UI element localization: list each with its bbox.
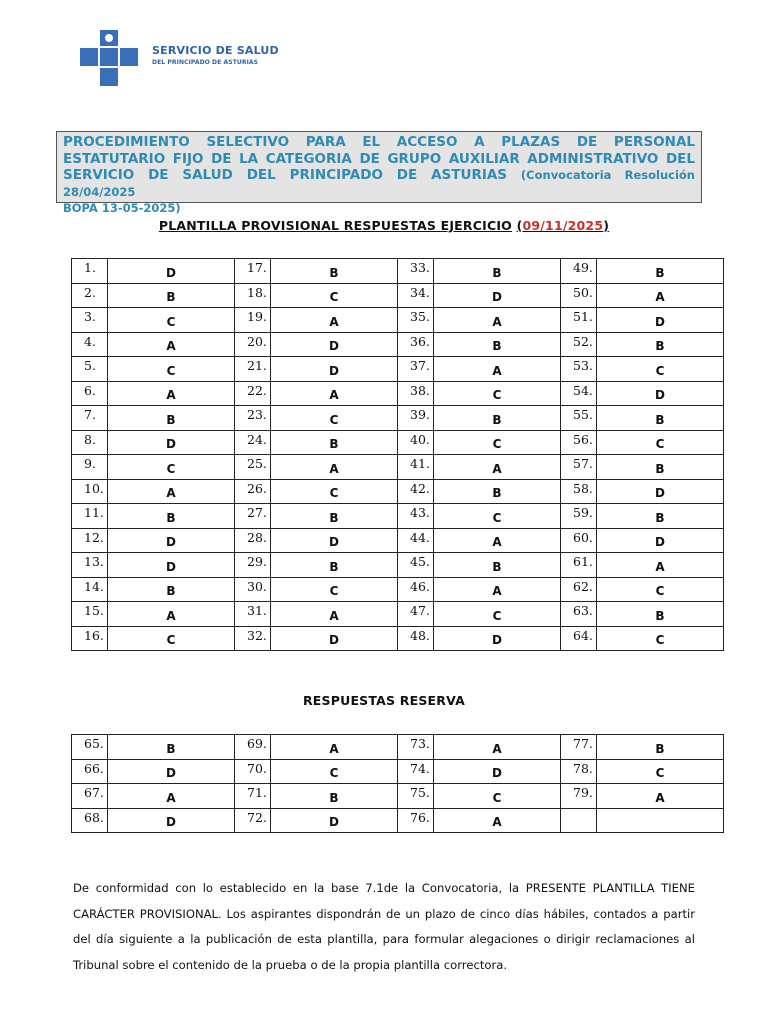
question-number: 9. bbox=[72, 455, 108, 480]
exam-date: 09/11/2025 bbox=[522, 218, 604, 233]
question-number: 37. bbox=[398, 357, 434, 382]
question-number: 26. bbox=[235, 479, 271, 504]
answer-letter: B bbox=[434, 259, 561, 284]
answer-letter: A bbox=[108, 479, 235, 504]
question-number: 38. bbox=[398, 381, 434, 406]
question-number: 15. bbox=[72, 602, 108, 627]
answer-letter: A bbox=[271, 381, 398, 406]
question-number: 10. bbox=[72, 479, 108, 504]
reserve-answers-table bbox=[71, 734, 724, 833]
answer-letter: B bbox=[108, 735, 235, 760]
table-row bbox=[72, 406, 724, 431]
answer-letter: C bbox=[434, 381, 561, 406]
reserve-heading: RESPUESTAS RESERVA bbox=[302, 693, 466, 708]
answer-letter: B bbox=[271, 430, 398, 455]
table-row bbox=[72, 357, 724, 382]
answer-letter: B bbox=[597, 406, 724, 431]
answer-letter: B bbox=[597, 455, 724, 480]
answer-letter: A bbox=[434, 528, 561, 553]
question-number: 53. bbox=[561, 357, 597, 382]
logo-text bbox=[152, 44, 279, 66]
question-number: 27. bbox=[235, 504, 271, 529]
answer-letter: D bbox=[108, 808, 235, 833]
question-number: 44. bbox=[398, 528, 434, 553]
answer-letter: B bbox=[597, 504, 724, 529]
table-row bbox=[72, 735, 724, 760]
question-number: 23. bbox=[235, 406, 271, 431]
answer-letter: A bbox=[597, 784, 724, 809]
question-number: 3. bbox=[72, 308, 108, 333]
table-row bbox=[72, 283, 724, 308]
logo-line2: DEL PRINCIPADO DE ASTURIAS bbox=[152, 59, 259, 66]
answer-letter: B bbox=[434, 553, 561, 578]
title-bopa: BOPA 13-05-2025) bbox=[63, 201, 181, 215]
answer-letter: A bbox=[434, 455, 561, 480]
question-number: 20. bbox=[235, 332, 271, 357]
table-row bbox=[72, 528, 724, 553]
question-number: 63. bbox=[561, 602, 597, 627]
heading-open-paren: ( bbox=[516, 218, 523, 233]
answer-letter: D bbox=[597, 479, 724, 504]
answer-letter: A bbox=[271, 455, 398, 480]
heading-text: PLANTILLA PROVISIONAL RESPUESTAS EJERCICIO bbox=[158, 218, 513, 233]
answer-letter: C bbox=[271, 283, 398, 308]
answer-letter: D bbox=[597, 528, 724, 553]
answer-letter: B bbox=[108, 577, 235, 602]
answer-letter: A bbox=[434, 735, 561, 760]
answer-letter: D bbox=[108, 759, 235, 784]
answer-letter: D bbox=[434, 626, 561, 651]
question-number: 59. bbox=[561, 504, 597, 529]
question-number: 24. bbox=[235, 430, 271, 455]
answer-letter: B bbox=[434, 406, 561, 431]
answer-letter: D bbox=[271, 808, 398, 833]
question-number: 21. bbox=[235, 357, 271, 382]
question-number: 14. bbox=[72, 577, 108, 602]
question-number: 32. bbox=[235, 626, 271, 651]
table-row bbox=[72, 759, 724, 784]
answer-letter: A bbox=[434, 808, 561, 833]
question-number: 30. bbox=[235, 577, 271, 602]
answer-letter: D bbox=[108, 553, 235, 578]
question-number bbox=[561, 808, 597, 833]
answer-letter: D bbox=[271, 332, 398, 357]
answer-letter: A bbox=[108, 602, 235, 627]
question-number: 54. bbox=[561, 381, 597, 406]
answer-letter: D bbox=[108, 259, 235, 284]
table-row bbox=[72, 626, 724, 651]
answer-letter: B bbox=[271, 259, 398, 284]
answer-letter: A bbox=[597, 283, 724, 308]
question-number: 72. bbox=[235, 808, 271, 833]
question-number: 13. bbox=[72, 553, 108, 578]
question-number: 66. bbox=[72, 759, 108, 784]
answer-letter: B bbox=[108, 504, 235, 529]
question-number: 48. bbox=[398, 626, 434, 651]
answer-letter: A bbox=[108, 784, 235, 809]
question-number: 12. bbox=[72, 528, 108, 553]
question-number: 18. bbox=[235, 283, 271, 308]
answer-letter: A bbox=[108, 332, 235, 357]
answer-letter: D bbox=[597, 308, 724, 333]
question-number: 7. bbox=[72, 406, 108, 431]
question-number: 29. bbox=[235, 553, 271, 578]
heading-close-paren: ) bbox=[603, 218, 610, 233]
question-number: 2. bbox=[72, 283, 108, 308]
answer-letter: A bbox=[434, 308, 561, 333]
table-row bbox=[72, 479, 724, 504]
answer-letter: B bbox=[271, 784, 398, 809]
answer-key-heading bbox=[0, 218, 768, 233]
question-number: 68. bbox=[72, 808, 108, 833]
provisional-notice: De conformidad con lo establecido en la base 7.1de la Convocatoria, la PRESENTE PLANTILLA TIENE CARÁCTER PROVISIONAL. Los aspirantes dispondrán de un plazo de cinco días hábiles, contados a partir del día siguiente a la publicación de esta plantilla, para formular alegaciones o dirigir reclamaciones al Tribunal sobre el contenido de la prueba o de la propia plantilla correctora. bbox=[73, 881, 695, 972]
question-number: 41. bbox=[398, 455, 434, 480]
answer-letter: C bbox=[597, 357, 724, 382]
answer-letter: A bbox=[108, 381, 235, 406]
question-number: 71. bbox=[235, 784, 271, 809]
question-number: 28. bbox=[235, 528, 271, 553]
answer-letter: B bbox=[108, 406, 235, 431]
question-number: 39. bbox=[398, 406, 434, 431]
question-number: 55. bbox=[561, 406, 597, 431]
answer-letter bbox=[597, 808, 724, 833]
answer-letter: C bbox=[434, 602, 561, 627]
question-number: 62. bbox=[561, 577, 597, 602]
answer-letter: C bbox=[597, 430, 724, 455]
question-number: 60. bbox=[561, 528, 597, 553]
logo-line1: SERVICIO DE SALUD bbox=[152, 44, 279, 57]
title-box bbox=[56, 131, 702, 215]
question-number: 25. bbox=[235, 455, 271, 480]
question-number: 77. bbox=[561, 735, 597, 760]
question-number: 46. bbox=[398, 577, 434, 602]
question-number: 76. bbox=[398, 808, 434, 833]
title-convocatoria: (Convocatoria Resolución 28/04/2025 bbox=[63, 168, 695, 199]
answer-letter: D bbox=[271, 357, 398, 382]
question-number: 35. bbox=[398, 308, 434, 333]
answer-letter: C bbox=[597, 626, 724, 651]
answer-letter: D bbox=[434, 283, 561, 308]
title-main-text: PROCEDIMIENTO SELECTIVO PARA EL ACCESO A PLAZAS DE PERSONAL ESTATUTARIO FIJO DE LA CATEGORIA DE GRUPO AUXILIAR ADMINISTRATIVO DEL SERVICIO DE SALUD DEL PRINCIPADO DE ASTURIAS bbox=[63, 134, 695, 183]
answer-letter: C bbox=[108, 626, 235, 651]
question-number: 64. bbox=[561, 626, 597, 651]
question-number: 31. bbox=[235, 602, 271, 627]
table-row bbox=[72, 381, 724, 406]
answer-letter: B bbox=[597, 259, 724, 284]
answer-letter: A bbox=[434, 357, 561, 382]
answer-letter: B bbox=[271, 504, 398, 529]
question-number: 40. bbox=[398, 430, 434, 455]
answer-letter: A bbox=[271, 602, 398, 627]
table-row bbox=[72, 259, 724, 284]
question-number: 67. bbox=[72, 784, 108, 809]
sespa-logo bbox=[78, 28, 279, 90]
answer-letter: C bbox=[271, 479, 398, 504]
table-row bbox=[72, 602, 724, 627]
table-row bbox=[72, 553, 724, 578]
question-number: 74. bbox=[398, 759, 434, 784]
question-number: 65. bbox=[72, 735, 108, 760]
document-title bbox=[63, 134, 695, 217]
question-number: 42. bbox=[398, 479, 434, 504]
answer-letter: C bbox=[597, 759, 724, 784]
question-number: 33. bbox=[398, 259, 434, 284]
answer-letter: D bbox=[271, 528, 398, 553]
answer-letter: B bbox=[597, 735, 724, 760]
question-number: 34. bbox=[398, 283, 434, 308]
question-number: 1. bbox=[72, 259, 108, 284]
question-number: 22. bbox=[235, 381, 271, 406]
question-number: 43. bbox=[398, 504, 434, 529]
answer-letter: A bbox=[434, 577, 561, 602]
answer-letter: B bbox=[271, 553, 398, 578]
table-row bbox=[72, 784, 724, 809]
main-answers-table bbox=[71, 258, 724, 651]
answer-letter: D bbox=[434, 759, 561, 784]
answer-letter: A bbox=[597, 553, 724, 578]
answer-letter: D bbox=[271, 626, 398, 651]
question-number: 36. bbox=[398, 332, 434, 357]
question-number: 4. bbox=[72, 332, 108, 357]
question-number: 8. bbox=[72, 430, 108, 455]
answer-letter: C bbox=[271, 759, 398, 784]
answer-letter: C bbox=[108, 308, 235, 333]
question-number: 70. bbox=[235, 759, 271, 784]
question-number: 17. bbox=[235, 259, 271, 284]
answer-letter: B bbox=[597, 602, 724, 627]
table-row bbox=[72, 504, 724, 529]
question-number: 6. bbox=[72, 381, 108, 406]
answer-letter: C bbox=[108, 455, 235, 480]
answer-letter: C bbox=[597, 577, 724, 602]
answer-letter: B bbox=[597, 332, 724, 357]
answer-letter: D bbox=[108, 430, 235, 455]
answer-letter: D bbox=[108, 528, 235, 553]
answer-letter: C bbox=[434, 784, 561, 809]
answer-letter: C bbox=[434, 504, 561, 529]
answer-letter: C bbox=[271, 577, 398, 602]
question-number: 58. bbox=[561, 479, 597, 504]
question-number: 11. bbox=[72, 504, 108, 529]
question-number: 19. bbox=[235, 308, 271, 333]
answer-letter: B bbox=[434, 479, 561, 504]
answer-letter: C bbox=[271, 406, 398, 431]
table-row bbox=[72, 332, 724, 357]
question-number: 79. bbox=[561, 784, 597, 809]
question-number: 78. bbox=[561, 759, 597, 784]
answer-letter: A bbox=[271, 735, 398, 760]
answer-letter: B bbox=[108, 283, 235, 308]
question-number: 5. bbox=[72, 357, 108, 382]
answer-letter: C bbox=[108, 357, 235, 382]
health-cross-logo-icon bbox=[78, 28, 140, 90]
table-row bbox=[72, 430, 724, 455]
question-number: 49. bbox=[561, 259, 597, 284]
answer-letter: B bbox=[434, 332, 561, 357]
table-row bbox=[72, 808, 724, 833]
question-number: 69. bbox=[235, 735, 271, 760]
question-number: 51. bbox=[561, 308, 597, 333]
question-number: 45. bbox=[398, 553, 434, 578]
question-number: 50. bbox=[561, 283, 597, 308]
question-number: 57. bbox=[561, 455, 597, 480]
question-number: 47. bbox=[398, 602, 434, 627]
answer-letter: D bbox=[597, 381, 724, 406]
table-row bbox=[72, 577, 724, 602]
question-number: 61. bbox=[561, 553, 597, 578]
question-number: 56. bbox=[561, 430, 597, 455]
question-number: 52. bbox=[561, 332, 597, 357]
answer-letter: A bbox=[271, 308, 398, 333]
table-row bbox=[72, 455, 724, 480]
question-number: 16. bbox=[72, 626, 108, 651]
answer-letter: C bbox=[434, 430, 561, 455]
table-row bbox=[72, 308, 724, 333]
question-number: 75. bbox=[398, 784, 434, 809]
question-number: 73. bbox=[398, 735, 434, 760]
